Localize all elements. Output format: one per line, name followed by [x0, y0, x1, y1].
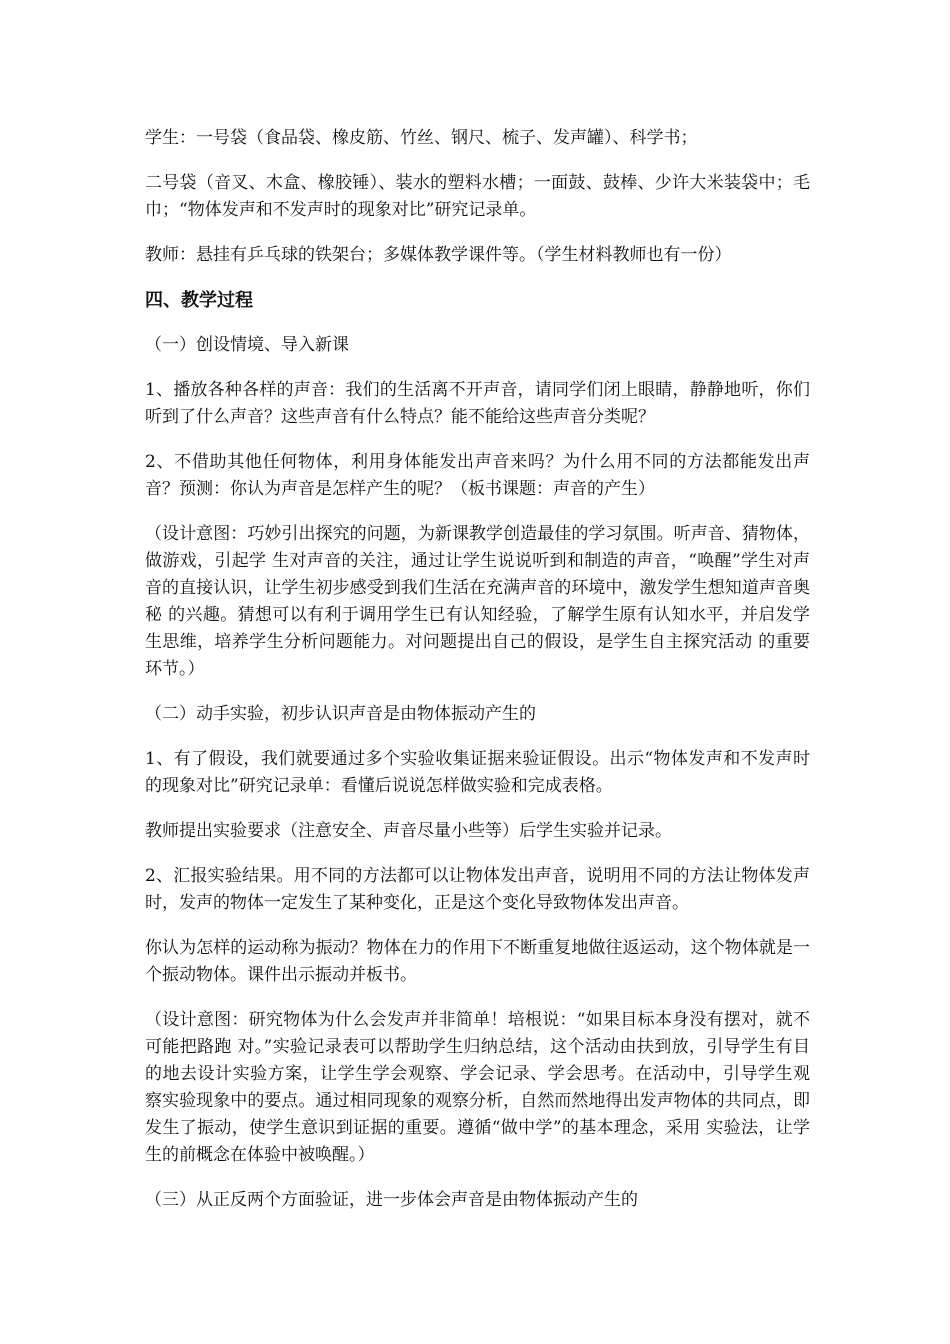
part1-title: （一）创设情境、导入新课: [145, 335, 349, 355]
part3-title: （三）从正反两个方面验证，进一步体会声音是由物体振动产生的: [145, 1190, 638, 1210]
part2-paragraph-3: 2、汇报实验结果。用不同的方法都可以让物体发出声音，说明用不同的方法让物体发声时，发声的物体一定发生了某种变化，正是这个变化导致物体发出声音。: [145, 866, 810, 913]
document-page: [145, 125, 810, 1232]
materials-teacher: 教师：悬挂有乒乓球的铁架台；多媒体教学课件等。（学生材料教师也有一份）: [145, 245, 732, 265]
materials-student: 学生：一号袋（食品袋、橡皮筋、竹丝、钢尺、梳子、发声罐）、科学书；: [145, 128, 698, 148]
part1-design-intent: （设计意图：巧妙引出探究的问题，为新课教学创造最佳的学习氛围。听声音、猜物体，做游戏，引起学 生对声音的关注，通过让学生说说听到和制造的声音，“唤醒”学生对声音的直接认识，让学生初步感受到我们生活在充满声音的环境中，激发学生想知道声音奥秘 的兴趣。猜想可以有利于调用学生已有认知经验，了解学生原有认知水平，并启发学生思维，培养学生分析问题能力。对问题提出自己的假设，是学生自主探究活动 的重要环节。）: [145, 524, 810, 679]
materials-bag2: 二号袋（音叉、木盒、橡胶锤）、装水的塑料水槽；一面鼓、鼓棒、少许大米装袋中；毛巾；“物体发声和不发声时的现象对比”研究记录单。: [145, 173, 810, 220]
part2-title: （二）动手实验，初步认识声音是由物体振动产生的: [145, 704, 536, 724]
part2-paragraph-4: 你认为怎样的运动称为振动？物体在力的作用下不断重复地做往返运动，这个物体就是一个振动物体。课件出示振动并板书。: [145, 938, 810, 985]
part1-paragraph-2: 2、不借助其他任何物体，利用身体能发出声音来吗？为什么用不同的方法都能发出声音？预测：你认为声音是怎样产生的呢？（板书课题：声音的产生）: [145, 452, 810, 499]
part2-design-intent: （设计意图：研究物体为什么会发声并非简单！培根说：“如果目标本身没有摆对，就不可能把路跑 对。”实验记录表可以帮助学生归纳总结，这个活动由扶到放，引导学生有目的地去设计实验方案，让学生学会观察、学会记录、学会思考。在活动中，引导学生观 察实验现象中的要点。通过相同现象的观察分析，自然而然地得出发声物体的共同点，即发生了振动，使学生意识到证据的重要。遵循“做中学”的基本理念，采用 实验法，让学生的前概念在体验中被唤醒。）: [145, 1010, 810, 1165]
part1-paragraph-1: 1、播放各种各样的声音：我们的生活离不开声音，请同学们闭上眼睛，静静地听，你们听到了什么声音？这些声音有什么特点？能不能给这些声音分类呢？: [145, 380, 810, 427]
section-heading: 四、教学过程: [145, 290, 253, 311]
part2-paragraph-2: 教师提出实验要求（注意安全、声音尽量小些等）后学生实验并记录。: [145, 821, 672, 841]
part2-paragraph-1: 1、有了假设，我们就要通过多个实验收集证据来验证假设。出示“物体发声和不发声时的现象对比”研究记录单：看懂后说说怎样做实验和完成表格。: [145, 749, 810, 796]
